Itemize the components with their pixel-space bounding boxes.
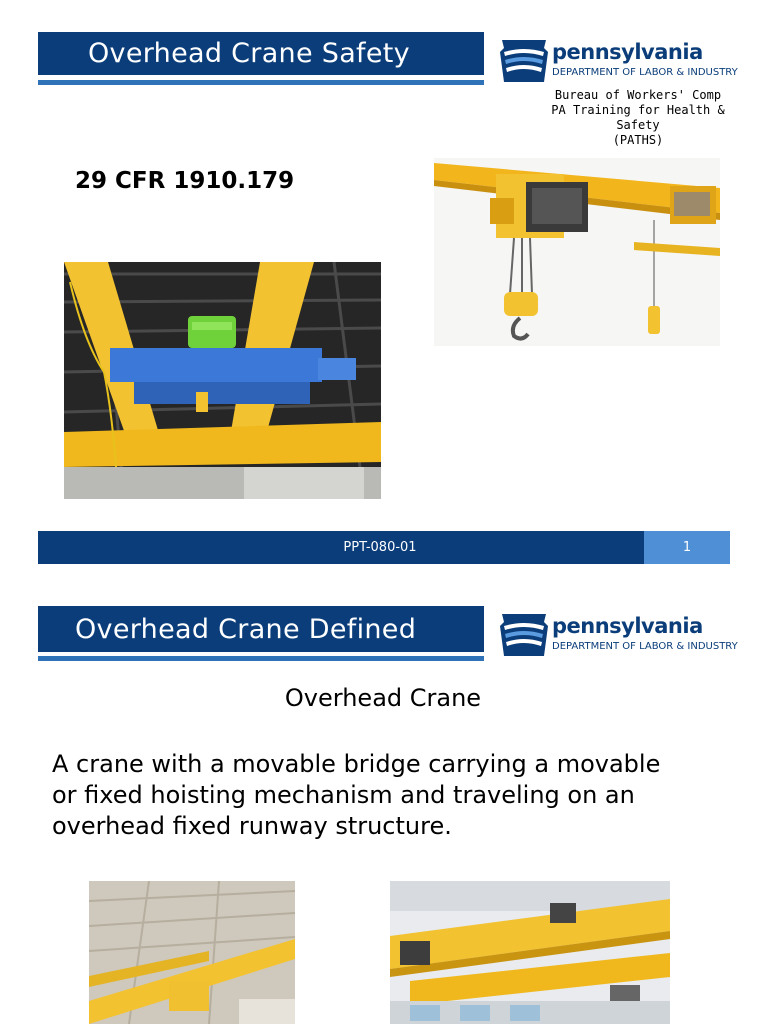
slide2-title: Overhead Crane Defined (75, 613, 417, 645)
crane-trolley-photo (64, 262, 381, 499)
definition-text (52, 749, 742, 842)
bureau-info (528, 88, 748, 148)
crane-hoist-photo (434, 158, 720, 346)
slide1-title-underline (38, 80, 484, 85)
slide1-title: Overhead Crane Safety (88, 38, 410, 69)
slide1-footer (38, 531, 730, 564)
slide2-pa-logo (498, 612, 738, 662)
keystone-logo-icon (498, 612, 550, 658)
crane-bay-photo-left (89, 881, 295, 1024)
slide-code: PPT-080-01 (343, 540, 417, 555)
keystone-logo-icon (498, 38, 550, 84)
slide-number: 1 (644, 531, 730, 564)
bureau-line: Bureau of Workers' Comp (554, 88, 722, 102)
slide1-pa-logo (498, 38, 738, 88)
definition-line: or fixed hoisting mechanism and traveling on an (52, 781, 635, 809)
slide2-heading: Overhead Crane (284, 684, 482, 712)
crane-bay-photo-right (390, 881, 670, 1024)
logo-department: DEPARTMENT OF LABOR & INDUSTRY (552, 641, 738, 652)
logo-name: pennsylvania (552, 614, 703, 638)
definition-line: A crane with a movable bridge carrying a movable (52, 750, 661, 778)
slide2-title-bar (38, 606, 484, 652)
slide2-title-underline (38, 656, 484, 661)
logo-name: pennsylvania (552, 40, 703, 64)
logo-department: DEPARTMENT OF LABOR & INDUSTRY (552, 67, 738, 78)
regulation-citation: 29 CFR 1910.179 (75, 168, 295, 194)
bureau-line: PA Training for Health & Safety (551, 103, 725, 132)
definition-line: overhead fixed runway structure. (52, 812, 452, 840)
slide1-title-bar (38, 32, 484, 75)
bureau-line: (PATHS) (612, 133, 664, 147)
